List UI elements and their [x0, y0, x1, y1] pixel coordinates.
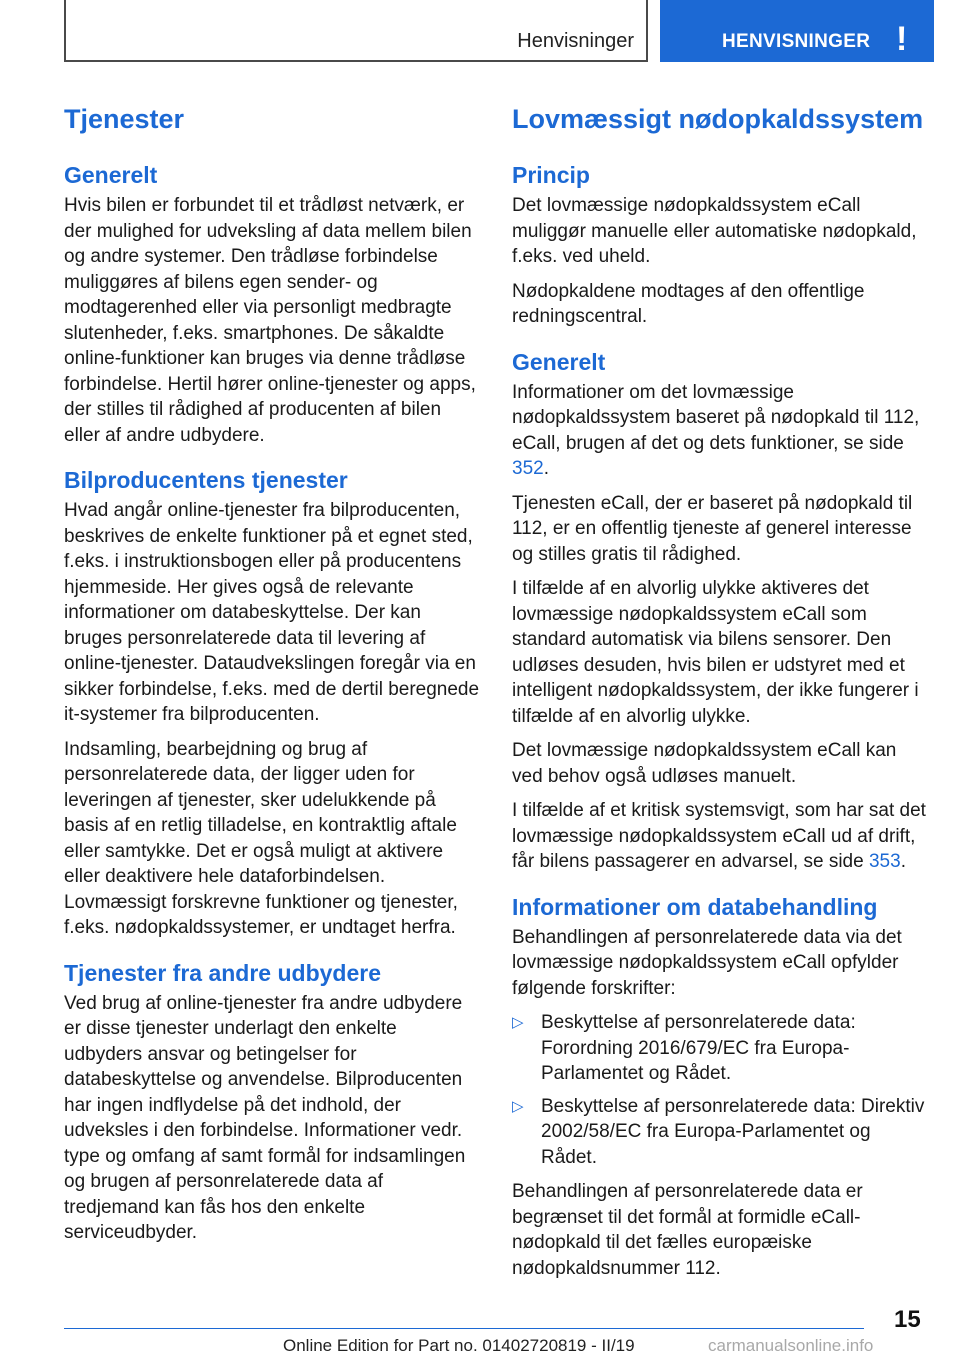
chapter-title: Henvisninger — [517, 30, 634, 52]
paragraph: I tilfælde af et kritisk systemsvigt, som har sat det lovmæssige nødopkaldssystem eCall ud af drift, får bilens passagerer en advarsel, se side 353. — [512, 800, 926, 872]
section-heading: Informationer om databehandling — [512, 893, 878, 920]
section-manufacturer-services — [64, 465, 480, 941]
section-heading: Princip — [512, 162, 590, 188]
header-chapter-box — [64, 0, 648, 62]
page-title-ecall: Lovmæssigt nødopkaldssystem — [512, 104, 924, 134]
section-general — [64, 160, 480, 448]
page-number: 15 — [894, 1306, 921, 1333]
triangle-bullet-icon: ▷ — [512, 1097, 524, 1115]
section-data-handling — [512, 892, 928, 1282]
paragraph: I tilfælde af en alvorlig ulykke aktiveres det lovmæssige nødopkaldssystem eCall som standard automatisk via bilens sensorer. Den udløses desuden, hvis bilen er udstyret med et intelligent nødopkaldssystem, der ikke fungerer i tilfælde af en alvorlig ulykke. — [512, 578, 919, 727]
paragraph: Hvis bilen er forbundet til et trådløst netværk, er der mulighed for udveksling af data mellem bilen og andre systemer. Den trådløse forbindelse muliggøres af bilens egen sender- og modtagerenhed eller via personligt medbragte slutenheder, f.eks. smartphones. De såkaldte online-funktioner kan bruges via denne trådløse forbindelse. Hertil hører online-tjenester og apps, der stilles til rådighed af producenten af bilen eller af andre udbydere. — [64, 195, 476, 446]
paragraph: Det lovmæssige nødopkaldssystem eCall muliggør manuelle eller automatiske nødopkald, f.eks. ved uheld. — [512, 195, 917, 267]
paragraph: Behandlingen af personrelaterede data er begrænset til det formål at formidle eCall-nødopkald til det fælles europæiske nødopkaldsnummer 112. — [512, 1181, 863, 1279]
section-third-party-services — [64, 958, 480, 1246]
header-section-tab — [660, 0, 934, 62]
paragraph: Tjenesten eCall, der er baseret på nødopkald til 112, er en offentlig tjeneste af generel interesse og stilles gratis til rådighed. — [512, 492, 913, 565]
page-title-services: Tjenester — [64, 104, 185, 134]
section-heading: Tjenester fra andre udbydere — [64, 959, 381, 986]
paragraph: Indsamling, bearbejdning og brug af personrelaterede data, der ligger uden for leveringen af tjenester, sker udelukkende på basis af en retlig tilladelse, en kontraktlig aftale eller samtykke. Det er også muligt at aktivere eller deaktivere hele dataforbindelsen. Lovmæssigt forskrevne funktioner og tjenester, f.eks. nødopkaldssystemer, er undtaget herfra. — [64, 738, 458, 938]
triangle-bullet-icon: ▷ — [512, 1014, 524, 1031]
section-heading: Generelt — [512, 348, 606, 375]
regulation-list — [512, 1010, 928, 1170]
watermark: carmanualsonline.info — [708, 1336, 874, 1355]
list-item: ▷ Beskyttelse af personrelaterede data: Direktiv 2002/58/EC fra Europa-Parlamentet og Rådet. — [512, 1095, 925, 1168]
section-heading: Generelt — [64, 162, 158, 188]
page-link-352[interactable]: 352 — [512, 458, 544, 479]
footer-edition: Online Edition for Part no. 01402720819 - II/19 — [283, 1336, 635, 1355]
left-column — [64, 100, 480, 1263]
page-link-353[interactable]: 353 — [868, 851, 901, 872]
exclamation-icon: ! — [896, 20, 908, 58]
footer-divider — [64, 1328, 864, 1329]
section-general-ecall — [512, 347, 928, 875]
section-heading: Bilproducentens tjenester — [64, 467, 348, 493]
paragraph: Ved brug af online-tjenester fra andre udbydere er disse tjenester underlagt den enkelte udbyders ansvar og betingelser for databeskyttelse og anvendelse. Bilproducenten har ingen indflydelse på det indhold, der udveksles i den forbindelse. Informationer vedr. type og omfang af samt formål for indsamlingen og brugen af personrelaterede data af tredjemand kan fås hos den enkelte serviceudbyder. — [64, 992, 466, 1243]
paragraph: Informationer om det lovmæssige nødopkaldssystem baseret på nødopkald til 112, eCall, brugen af det og dets funktioner, se side 352. — [512, 381, 920, 479]
paragraph: Det lovmæssige nødopkaldssystem eCall kan ved behov også udløses manuelt. — [512, 740, 897, 787]
right-column — [512, 100, 928, 1298]
section-title: HENVISNINGER — [722, 31, 871, 52]
paragraph: Behandlingen af personrelaterede data via det lovmæssige nødopkaldssystem eCall opfylder følgende forskrifter: — [512, 926, 902, 999]
paragraph: Nødopkaldene modtages af den offentlige redningscentral. — [512, 280, 865, 327]
paragraph: Hvad angår online-tjenester fra bilproducenten, beskrives de enkelte funktioner på et egnet sted, f.eks. i instruktionsbogen eller på producentens hjemmeside. Her gives også de relevante informationer om databeskyttelse. Der kan bruges personrelaterede data til levering af online-tjenester. Dataudvekslingen foregår via en sikker forbindelse, f.eks. med de dertil beregnede it-systemer fra bilproducenten. — [64, 500, 480, 725]
list-item: ▷ Beskyttelse af personrelaterede data: Forordning 2016/679/EC fra Europa-Parlamentet og Rådet. — [512, 1012, 856, 1084]
section-principle — [512, 160, 928, 330]
